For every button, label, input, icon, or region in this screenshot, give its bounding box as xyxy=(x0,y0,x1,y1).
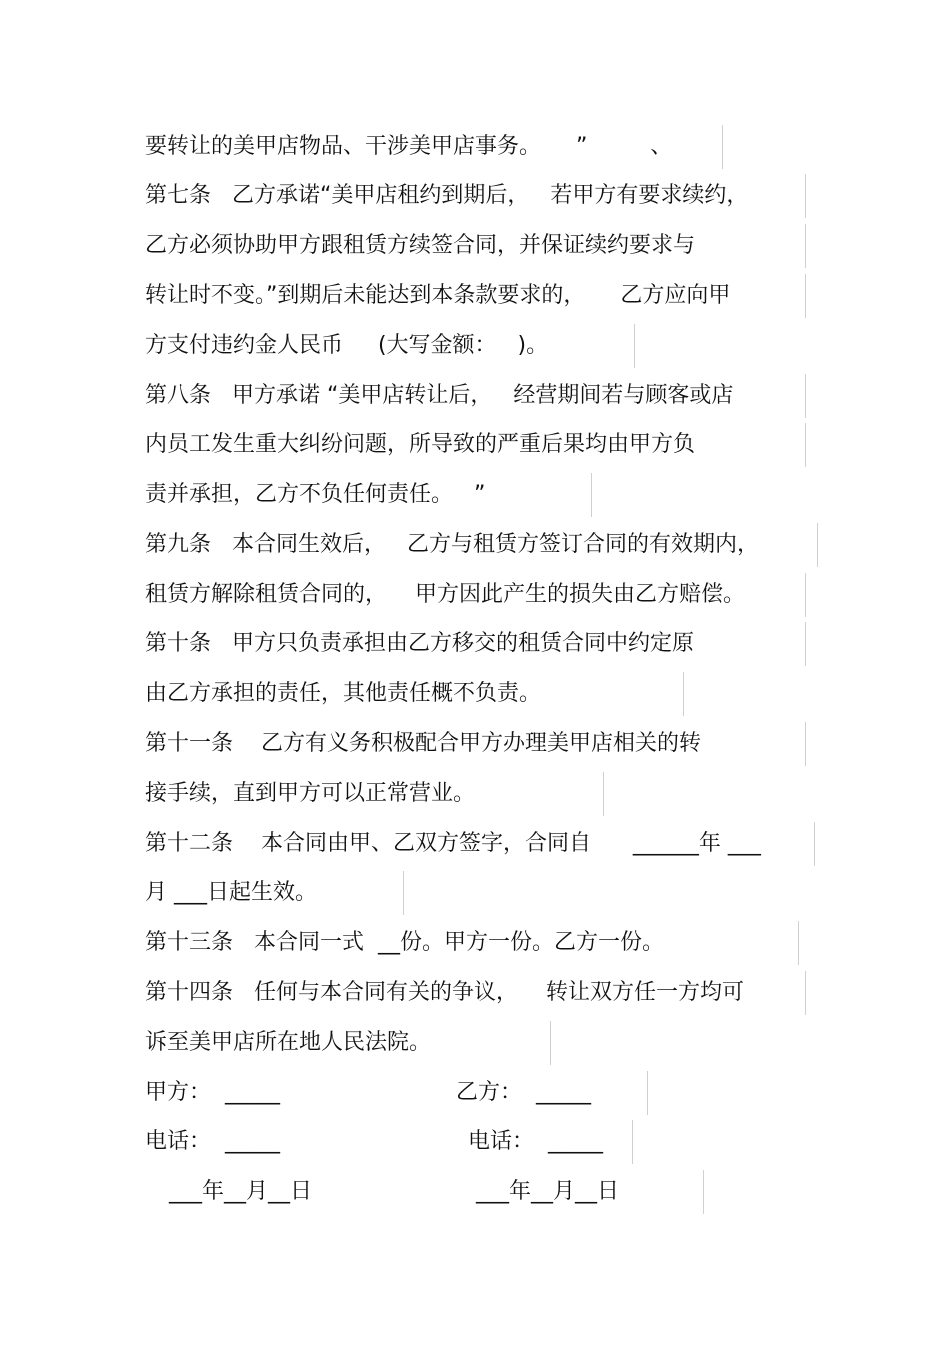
phone-a-label: 电话： _____ xyxy=(145,1129,280,1154)
date-b: ___年__月__日 xyxy=(476,1179,620,1204)
text-line: 第十一条 乙方有义务积极配合甲方办理美甲店相关的转 xyxy=(145,722,806,766)
text-line: 诉至美甲店所在地人民法院。 xyxy=(145,1021,551,1065)
text-line: 转让时不变。”到期后未能达到本条款要求的， 乙方应向甲 xyxy=(145,274,806,318)
text-line: 乙方必须协助甲方跟租赁方续签合同，并保证续约要求与 xyxy=(145,224,806,268)
text-line: 第九条 本合同生效后， 乙方与租赁方签订合同的有效期内， xyxy=(145,523,818,567)
text-line: 租赁方解除租赁合同的， 甲方因此产生的损失由乙方赔偿。 xyxy=(145,573,806,617)
signature-row-party xyxy=(145,1071,648,1115)
phone-b-label: 电话： _____ xyxy=(468,1129,603,1154)
party-b-label: 乙方： _____ xyxy=(456,1080,591,1105)
text-line: 接手续，直到甲方可以正常营业。 xyxy=(145,772,604,816)
text-line: 第八条 甲方承诺 “美甲店转让后， 经营期间若与顾客或店 xyxy=(145,374,806,418)
signature-row-phone xyxy=(145,1120,633,1164)
party-a-label: 甲方： _____ xyxy=(145,1080,280,1105)
text-line: 由乙方承担的责任，其他责任概不负责。 xyxy=(145,672,684,716)
text-line: 方支付违约金人民币 (大写金额： )。 xyxy=(145,324,635,368)
text-line: 第十三条 本合同一式 __份。甲方一份。乙方一份。 xyxy=(145,921,799,965)
text-line: 责并承担，乙方不负任何责任。 ” xyxy=(145,473,592,517)
date-a: ___年__月__日 xyxy=(169,1179,313,1204)
text-line: 第十二条 本合同由甲、乙双方签字，合同自 ______年 ___ xyxy=(145,822,815,866)
text-line: 第七条 乙方承诺“美甲店租约到期后， 若甲方有要求续约， xyxy=(145,174,806,218)
text-line: 月 ___日起生效。 xyxy=(145,871,404,915)
text-line: 第十四条 任何与本合同有关的争议， 转让双方任一方均可 xyxy=(145,971,806,1015)
text-line: 第十条 甲方只负责承担由乙方移交的租赁合同中约定原 xyxy=(145,622,806,666)
text-line: 要转让的美甲店物品、干涉美甲店事务。 ” 、 xyxy=(145,125,723,169)
signature-row-date xyxy=(145,1170,704,1214)
text-line: 内员工发生重大纠纷问题，所导致的严重后果均由甲方负 xyxy=(145,423,806,467)
